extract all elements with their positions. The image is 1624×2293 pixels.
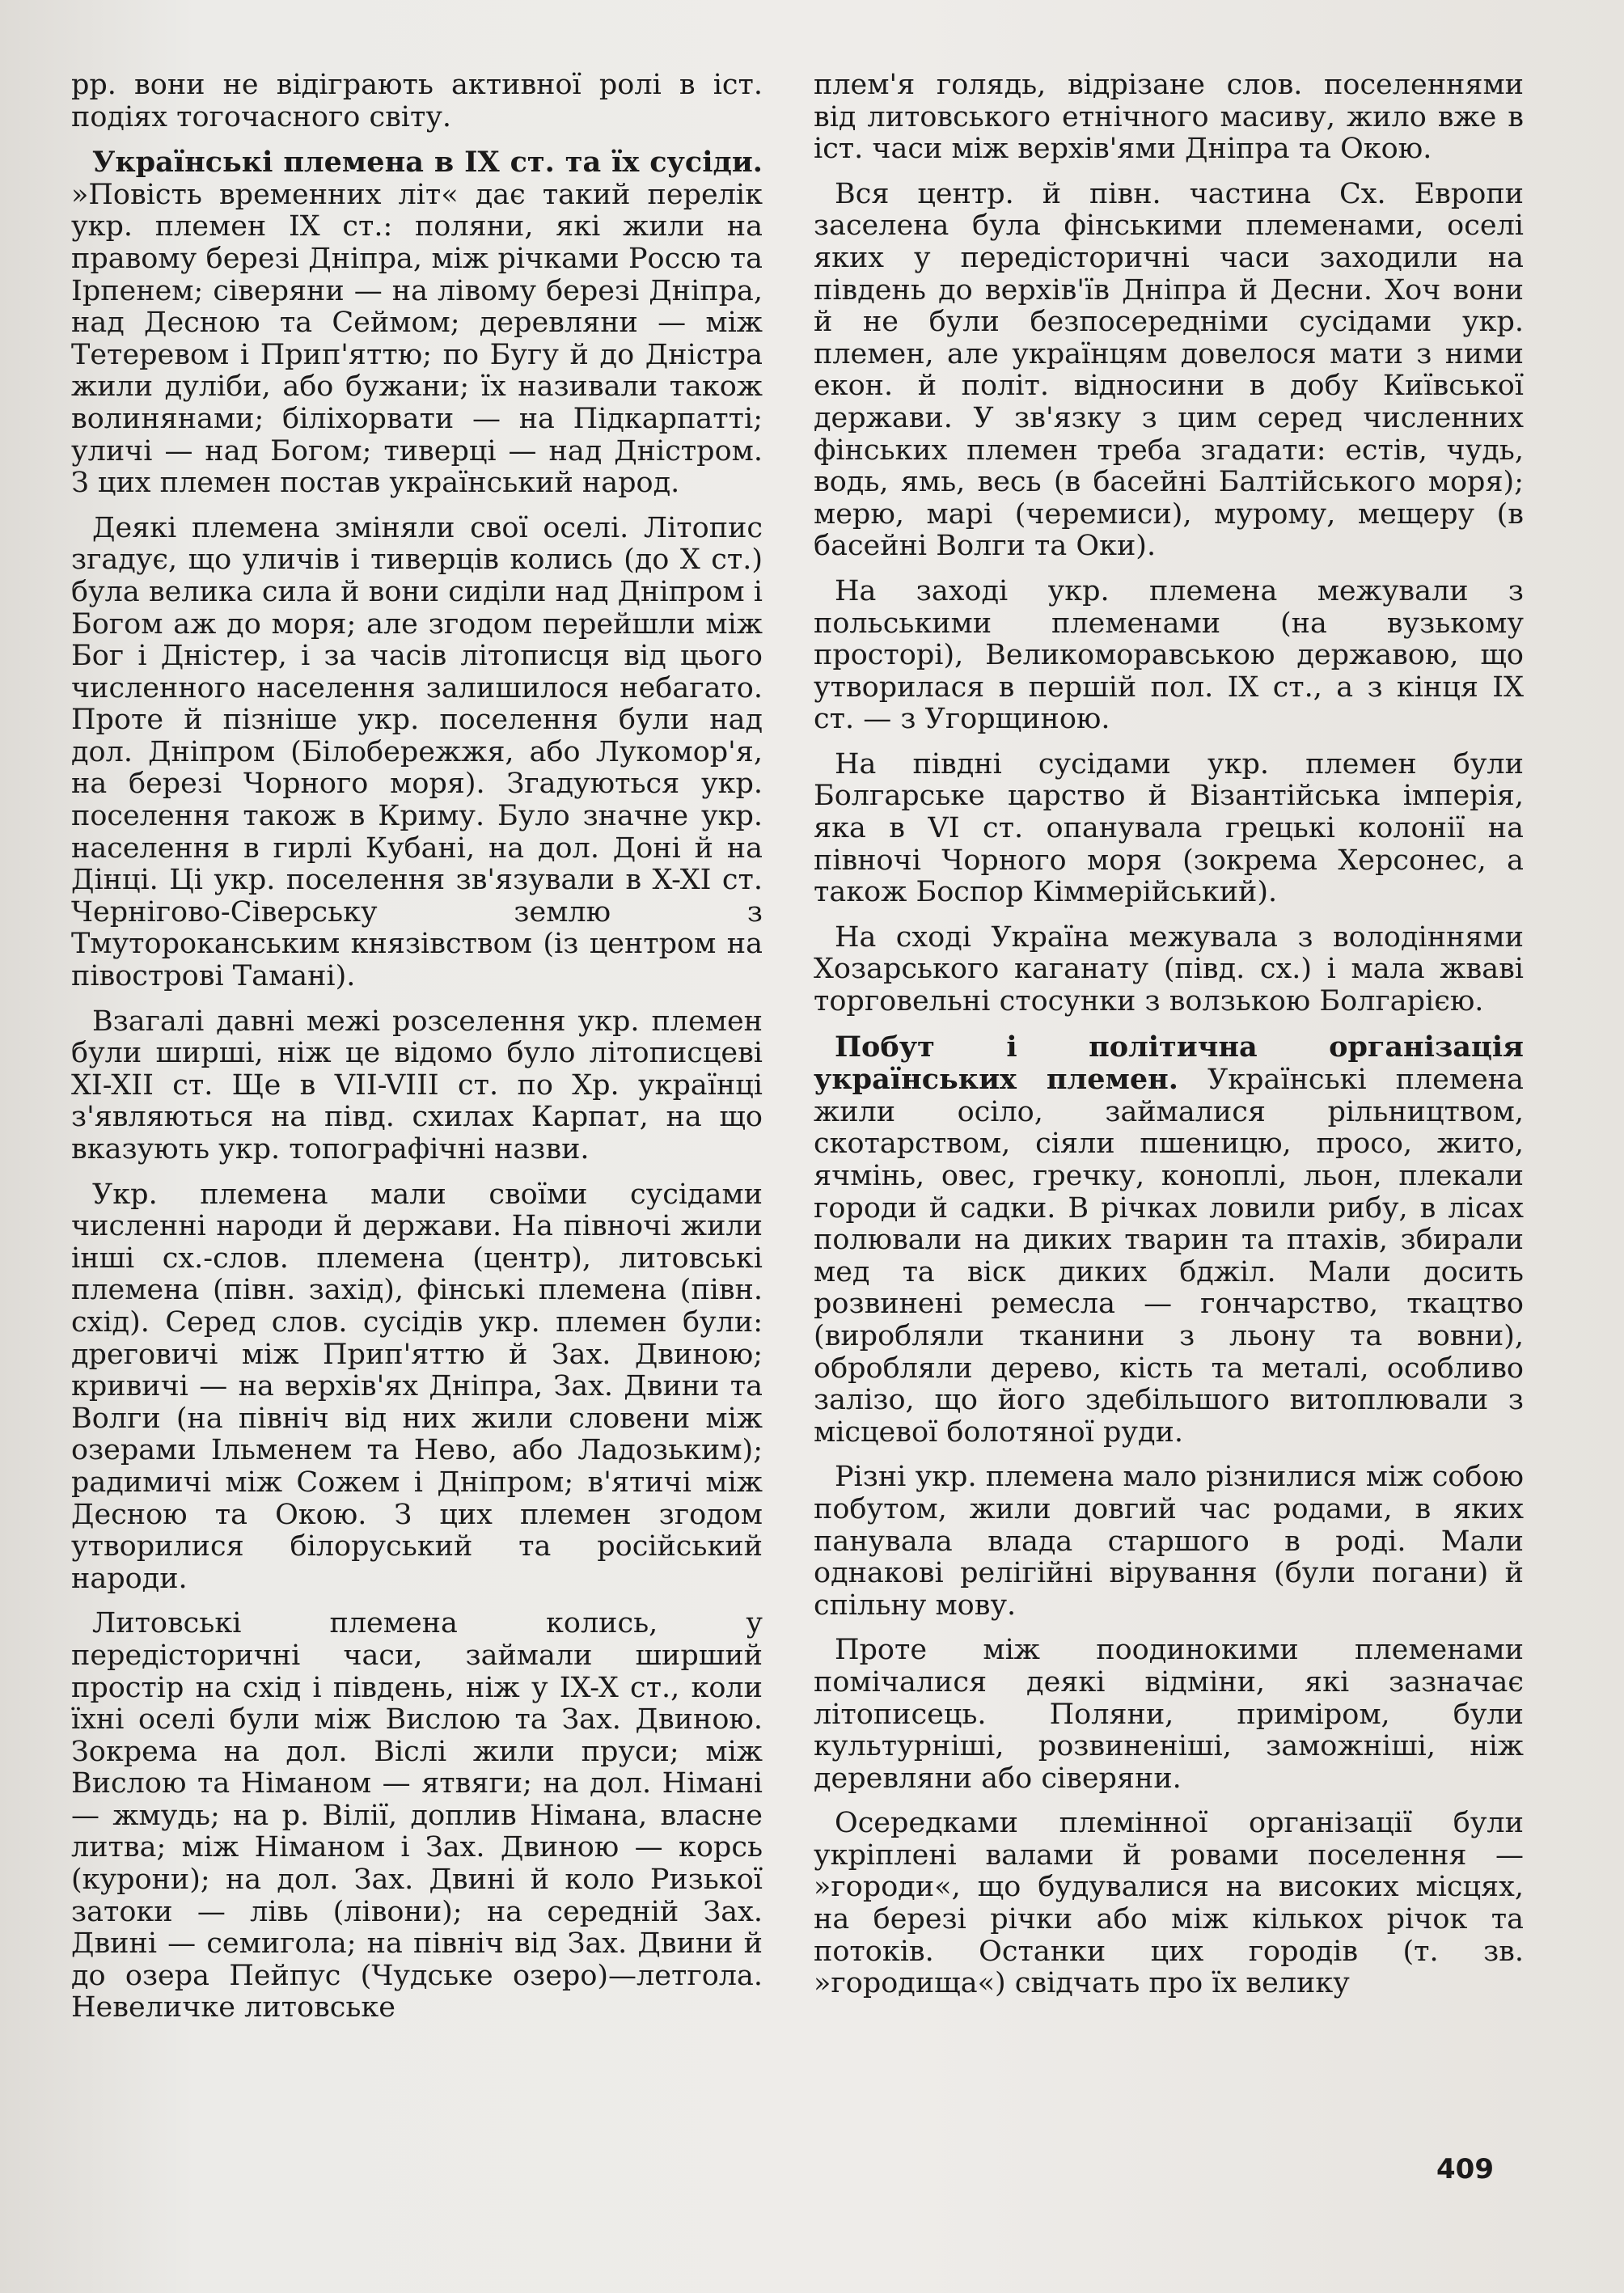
right-column: [814, 70, 1524, 2000]
paragraph: На півдні сусідами укр. племен були Болгарське царство й Візантійська імперія, яка в VI ст. опанувала грецькі колонії на півночі Чорного моря (зокрема Херсонес, а також Боспор Кіммерійський).: [814, 747, 1524, 909]
paragraph: На заході укр. племена межували з польськими племенами (на вузькому просторі), Великоморавською державою, що утворилася в першій пол. IX ст., а з кінця IX ст. — з Угорщиною.: [814, 574, 1524, 736]
paragraph-text: »Повість временних літ« дає такий перелік укр. племен IX ст.: поляни, які жили на правому березі Дніпра, між річками Россю та Ірпенем; сіверяни — на лівому березі Дніпра, над Десною та Сеймом; деревляни — між Тетеревом і Прип'яттю; по Бугу й до Дністра жили дуліби, або бужани; їх називали також волинянами; біліхорвати — на Підкарпатті; уличі — над Богом; тиверці — над Дністром. З цих племен постав український народ.: [71, 178, 763, 500]
section-heading: Побут і політична організація українських племен.: [814, 1030, 1524, 1097]
page-number: 409: [1436, 2153, 1494, 2185]
paragraph: Литовські племена колись, у передісторичні часи, займали ширший простір на схід і південь, ніж у IX-X ст., коли їхні оселі були між Вислою та Зах. Двиною. Зокрема на дол. Віслі жили пруси; між Вислою та Німаном — ятвяги; на дол. Німані — жмудь; на р. Вілії, доплив Німана, власне литва; між Німаном і Зах. Двиною — корсь (курони); на дол. Зах. Двині й коло Ризької затоки — лівь (лівони); на середній Зах. Двині — семигола; на північ від Зах. Двини й до озера Пейпус (Чудське озеро)—летгола. Невеличке литовське: [71, 1607, 763, 2024]
paragraph: Різні укр. племена мало різнилися між собою побутом, жили довгий час родами, в яких панувала влада старшого в роді. Мали однакові релігійні вірування (були погани) й спільну мову.: [814, 1461, 1524, 1622]
paragraph-text: Українські племена жили осіло, займалися рільництвом, скотарством, сіяли пшеницю, просо, жито, ячмінь, овес, гречку, коноплі, льон, плекали городи й садки. В річках ловили рибу, в лісах полювали на диких тварин та птахів, збирали мед та віск диких бджіл. Мали досить розвинені ремесла — гончарство, ткацтво (виробляли тканини з льону та вовни), обробляли дерево, кість та металі, особливо залізо, що його здебільшого витоплювали з місцевої болотяної руди.: [814, 1064, 1525, 1449]
paragraph: рр. вони не відіграють активної ролі в іст. подіях тогочасного світу.: [71, 69, 763, 133]
paragraph: [71, 146, 763, 500]
paragraph: На сході Україна межувала з володіннями Хозарського каганату (півд. сх.) і мала жваві торговельні стосунки з волзькою Болгарією.: [814, 920, 1524, 1018]
paragraph: [814, 1031, 1524, 1449]
paragraph: Проте між поодинокими племенами помічалися деякі відміни, які зазначає літописець. Поляни, приміром, були культурніші, розвиненіші, заможніші, ніж деревляни або сіверяни.: [814, 1634, 1524, 1795]
paragraph: Взагалі давні межі розселення укр. племен були ширші, ніж це відомо було літописцеві XI-XII ст. Ще в VII-VIII ст. по Хр. українці з'являються на півд. схилах Карпат, на що вказують укр. топографічні назви.: [71, 1005, 763, 1166]
left-column: [71, 70, 763, 2024]
section-heading: Українські племена в IX ст. та їх сусіди.: [92, 146, 763, 180]
paragraph: Осередками племінної організації були укріплені валами й ровами поселення — »городи«, що будувалися на високих місцях, на березі річки або між кількох річок та потоків. Останки цих городів (т. зв. »городища«) свідчать про їх велику: [814, 1807, 1524, 2000]
paragraph: плем'я голядь, відрізане слов. поселеннями від литовського етнічного масиву, жило вже в іст. часи між верхів'ями Дніпра та Окою.: [814, 69, 1524, 166]
paragraph: Вся центр. й півн. частина Сх. Европи заселена була фінськими племенами, оселі яких у передісторичні часи заходили на південь до верхів'їв Дніпра й Десни. Хоч вони й не були безпосередніми сусідами укр. племен, але українцям довелося мати з ними екон. й політ. відносини в добу Київської держави. У зв'язку з цим серед численних фінських племен треба згадати: естів, чудь, водь, ямь, весь (в басейні Балтійського моря); мерю, марі (черемиси), мурому, мещеру (в басейні Волги та Оки).: [814, 177, 1524, 563]
paragraph: Деякі племена зміняли свої оселі. Літопис згадує, що уличів і тиверців колись (до X ст.) була велика сила й вони сиділи над Дніпром і Богом аж до моря; але згодом перейшли між Бог і Дністер, і за часів літописця від цього численного населення залишилося небагато. Проте й пізніше укр. поселення були над дол. Дніпром (Білобережжя, або Лукомор'я, на березі Чорного моря). Згадуються укр. поселення також в Криму. Було значне укр. населення в гирлі Кубані, на дол. Доні й на Дінці. Ці укр. поселення зв'язували в X-XI ст. Чернігово-Сіверську землю з Тмутороканським князівством (із центром на півострові Тамані).: [71, 511, 763, 993]
paragraph: Укр. племена мали своїми сусідами численні народи й держави. На півночі жили інші сх.-слов. племена (центр), литовські племена (півн. захід), фінські племена (півн. схід). Серед слов. сусідів укр. племен були: дреговичі між Прип'яттю й Зах. Двиною; кривичі — на верхів'ях Дніпра, Зах. Двини та Волги (на північ від них жили словени між озерами Ільменем та Нево, або Ладозьким); радимичі між Сожем і Дніпром; в'ятичі між Десною та Окою. З цих племен згодом утворилися білоруський та російський народи.: [71, 1178, 763, 1595]
